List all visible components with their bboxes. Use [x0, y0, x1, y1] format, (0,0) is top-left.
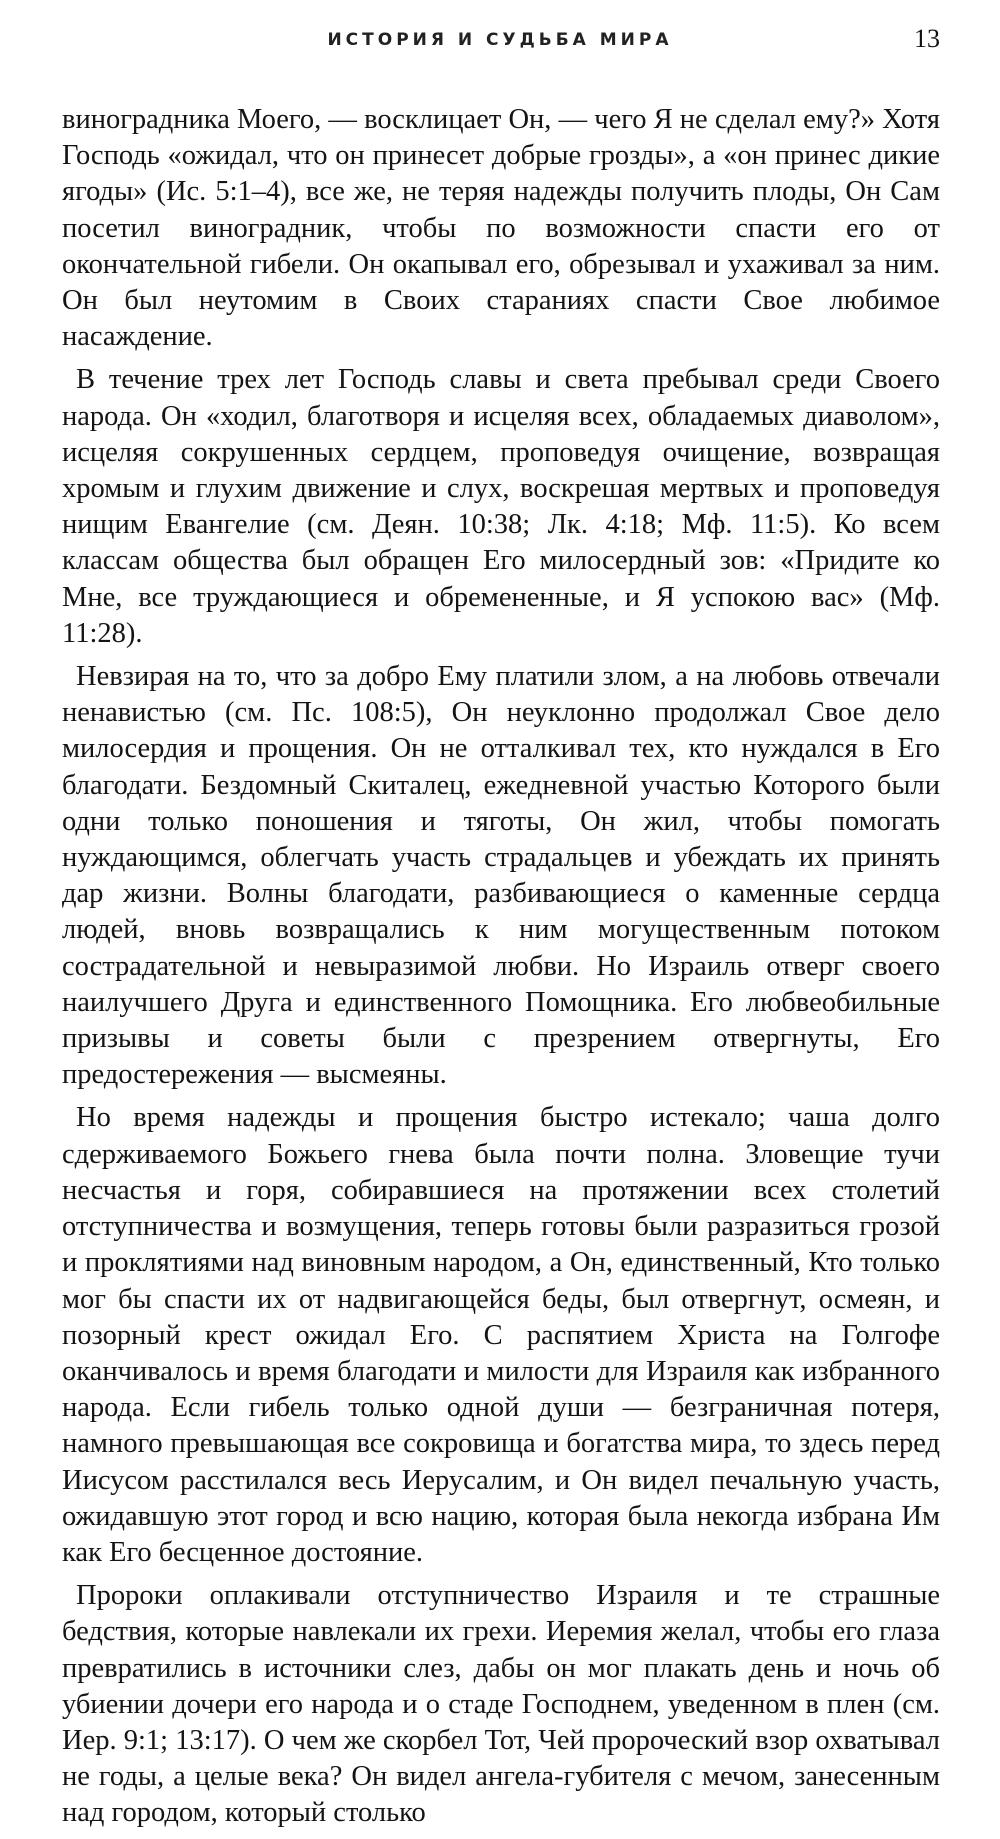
page-number: 13: [914, 24, 940, 53]
paragraph-2: В течение трех лет Господь славы и света пребывал среди Своего народа. Он «ходил, благотворя и исцеляя всех, обладаемых диаволом», исцеляя сокрушенных сердцем, проповедуя очищение, возвращая хромым и глухим движение и слух, воскрешая мертвых и проповедуя нищим Евангелие (см. Деян. 10:38; Лк. 4:18; Мф. 11:5). Ко всем классам общества был обращен Его милосердный зов: «Придите ко Мне, все труждающиеся и обремененные, и Я успокою вас» (Мф. 11:28).: [62, 364, 940, 649]
body-text: [62, 102, 940, 1839]
paragraph-3: Невзирая на то, что за добро Ему платили злом, а на любовь отвечали ненавистью (см. Пс. 108:5), Он неуклонно продолжал Свое дело милосердия и прощения. Он не отталкивал тех, кто нуждался в Его благодати. Бездомный Скиталец, ежедневной участью Которого были одни только поношения и тяготы, Он жил, чтобы помогать нуждающимся, облегчать участь страдальцев и убеждать их принять дар жизни. Волны благодати, разбивающиеся о каменные сердца людей, вновь возвращались к ним могущественным потоком сострадательной и невыразимой любви. Но Израиль отверг своего наилучшего Друга и единственного Помощника. Его любвеобильные призывы и советы были с презрением отвергнуты, Его предостережения — высмеяны.: [62, 661, 940, 1091]
paragraph-5: Пророки оплакивали отступничество Израиля и те страшные бедствия, которые навлекали их грехи. Иеремия желал, чтобы его глаза превратились в источники слез, дабы он мог плакать день и ночь об убиении дочери его народа и о стаде Господнем, уведенном в плен (см. Иер. 9:1; 13:17). О чем же скорбел Тот, Чей пророческий взор охватывал не годы, а целые века? Он видел ангела-губителя с мечом, занесенным над городом, который столько: [62, 1580, 940, 1829]
paragraph-4: Но время надежды и прощения быстро истекало; чаша долго сдерживаемого Божьего гнева была почти полна. Зловещие тучи несчастья и горя, собиравшиеся на протяжении всех столетий отступничества и возмущения, теперь готовы были разразиться грозой и проклятиями над виновным народом, а Он, единственный, Кто только мог бы спасти их от надвигающейся беды, был отвергнут, осмеян, и позорный крест ожидал Его. С распятием Христа на Голгофе оканчивалось и время благодати и милости для Израиля как избранного народа. Если гибель только одной души — безграничная потеря, намного превышающая все сокровища и богатства мира, то здесь перед Иисусом расстилался весь Иерусалим, и Он видел печальную участь, ожидавшую этот город и всю нацию, которая была некогда избрана Им как Его бесценное достояние.: [62, 1102, 940, 1568]
running-title: ИСТОРИЯ И СУДЬБА МИРА: [327, 30, 673, 50]
running-head: [60, 24, 940, 60]
paragraph-1: виноградника Моего, — восклицает Он, — чего Я не сделал ему?» Хотя Господь «ожидал, что он принесет добрые грозды», а «он принес дикие ягоды» (Ис. 5:1–4), все же, не теряя надежды получить плоды, Он Сам посетил виноградник, чтобы по возможности спасти его от окончательной гибели. Он окапывал его, обрезывал и ухаживал за ним. Он был неутомим в Своих стараниях спасти Свое любимое насаждение.: [62, 104, 940, 353]
